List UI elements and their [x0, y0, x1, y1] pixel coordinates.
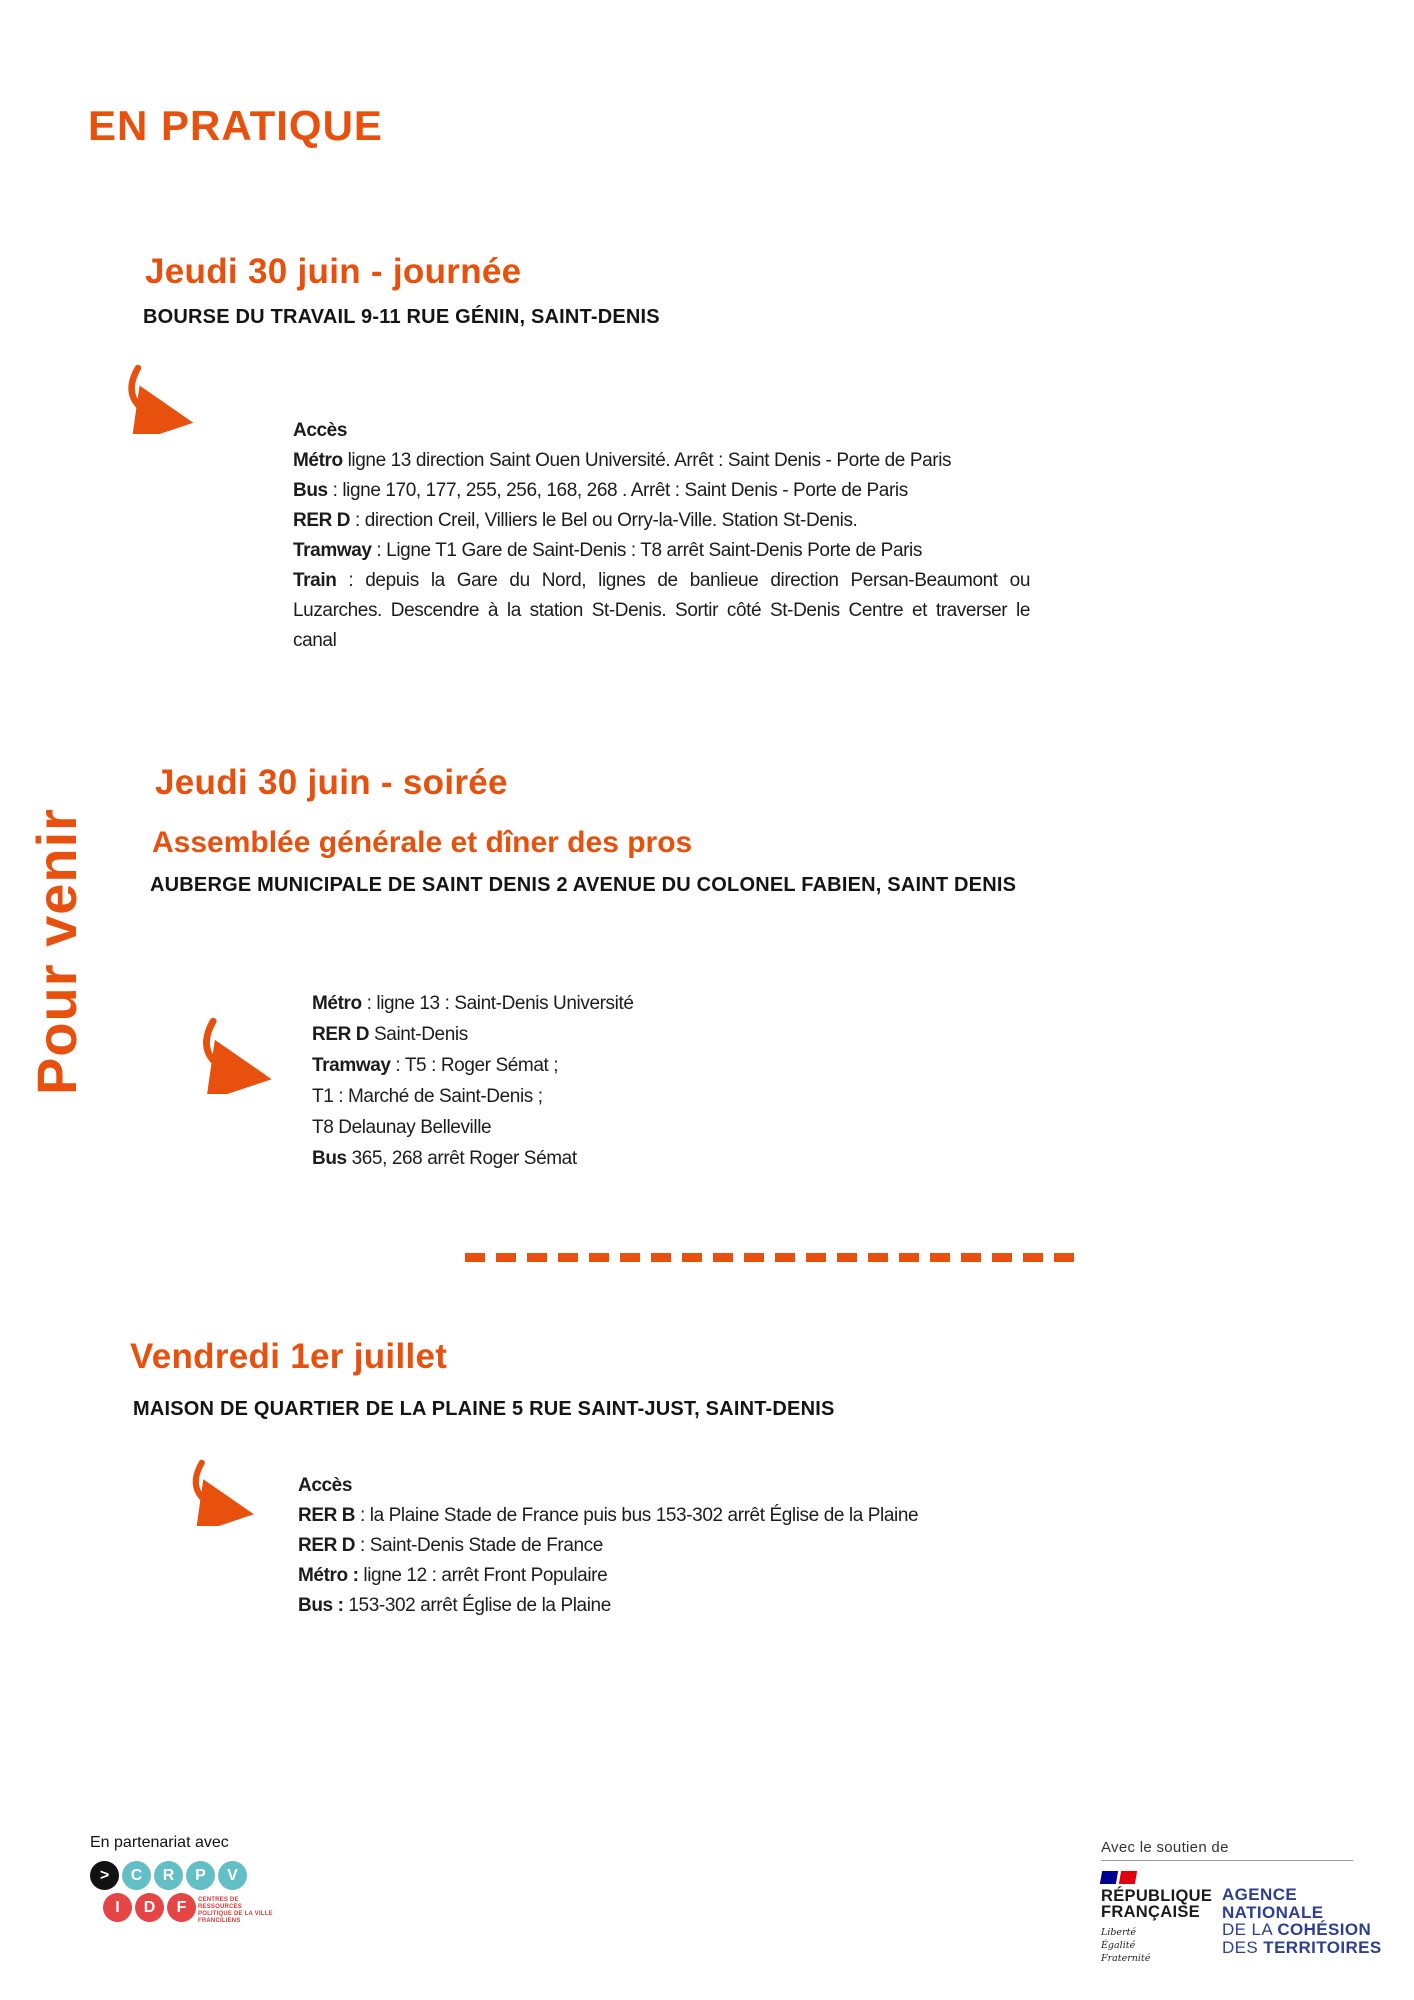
- anct-line: [1222, 1886, 1382, 1904]
- republique-line2: FRANÇAISE: [1101, 1903, 1200, 1921]
- crpv-letter-circle: [122, 1861, 151, 1890]
- transit-text: : ligne 170, 177, 255, 256, 168, 268 . Arrêt : Saint Denis - Porte de Paris: [327, 480, 908, 501]
- transit-text: : Saint-Denis Stade de France: [355, 1535, 603, 1556]
- curved-arrow-icon: [192, 1012, 282, 1094]
- transit-text: : ligne 13 : Saint-Denis Université: [361, 993, 634, 1014]
- transit-text: T8 Delaunay Belleville: [312, 1117, 492, 1138]
- transit-text: 153-302 arrêt Église de la Plaine: [343, 1595, 611, 1616]
- transit-text: Saint-Denis: [369, 1024, 468, 1045]
- transit-text: 365, 268 arrêt Roger Sémat: [346, 1148, 577, 1169]
- anct-bold: COHÉSION: [1277, 1920, 1372, 1939]
- crpv-letter-circle: [154, 1861, 183, 1890]
- republique-motto: [1101, 1926, 1212, 1965]
- anct-light: DE LA: [1222, 1920, 1278, 1939]
- transit-line: [293, 446, 1030, 476]
- dashed-divider: [465, 1253, 1085, 1262]
- transit-text: : direction Creil, Villiers le Bel ou Orry-la-Ville. Station St-Denis.: [350, 510, 858, 531]
- transit-line: [298, 1591, 1023, 1621]
- transit-text: T1 : Marché de Saint-Denis ;: [312, 1086, 543, 1107]
- anct-line: [1222, 1939, 1382, 1957]
- transit-label: RER B: [298, 1505, 356, 1526]
- crpv-letter: F: [176, 1898, 187, 1916]
- transit-label: Tramway: [312, 1055, 391, 1076]
- crpv-letter-circle: [167, 1893, 196, 1922]
- transit-text: : T5 : Roger Sémat ;: [390, 1055, 559, 1076]
- transit-line: [298, 1501, 1023, 1531]
- transit-label: RER D: [312, 1024, 370, 1045]
- section2-subheading: Assemblée générale et dîner des pros: [152, 826, 693, 859]
- republique-francaise-logo: [1101, 1871, 1212, 1965]
- section3-heading: Vendredi 1er juillet: [130, 1337, 448, 1376]
- access-title: Accès: [298, 1475, 352, 1496]
- transit-label: Métro :: [298, 1565, 359, 1586]
- anct-line: [1222, 1921, 1382, 1939]
- transit-text: : Ligne T1 Gare de Saint-Denis : T8 arrêt Saint-Denis Porte de Paris: [371, 540, 922, 561]
- transit-label: RER D: [298, 1535, 356, 1556]
- anct-bold: TERRITOIRES: [1263, 1937, 1382, 1957]
- motto-line: Égalité: [1101, 1940, 1136, 1951]
- anct-logo: [1222, 1886, 1382, 1956]
- transit-text: : la Plaine Stade de France puis bus 153-302 arrêt Église de la Plaine: [355, 1505, 919, 1526]
- transit-line: [293, 506, 1030, 536]
- transit-line: [312, 1019, 872, 1050]
- anct-bold: NATIONALE: [1222, 1902, 1324, 1922]
- crpv-letter: C: [130, 1866, 143, 1884]
- anct-light: DES: [1222, 1937, 1264, 1957]
- section1-venue: BOURSE DU TRAVAIL 9-11 RUE GÉNIN, SAINT-DENIS: [143, 306, 660, 328]
- flag-blue-block: [1100, 1871, 1118, 1884]
- crpv-letter-circle: [103, 1893, 132, 1922]
- side-label-pour-venir: Pour venir: [25, 808, 88, 1095]
- transit-line: [312, 1050, 872, 1081]
- transit-label: Métro: [312, 993, 362, 1014]
- crpv-letter: >: [99, 1866, 110, 1884]
- section3-access-block: [298, 1471, 1023, 1621]
- crpv-arrow-circle: [90, 1861, 119, 1890]
- section3-venue: MAISON DE QUARTIER DE LA PLAINE 5 RUE SAINT-JUST, SAINT-DENIS: [133, 1398, 835, 1420]
- section2-access-block: [312, 988, 872, 1174]
- crpv-letter-circle: [218, 1861, 247, 1890]
- transit-line: [293, 536, 1030, 566]
- transit-line: [312, 1112, 872, 1143]
- crpv-letter: P: [195, 1866, 206, 1884]
- section2-heading: Jeudi 30 juin - soirée: [155, 763, 508, 802]
- partner-label: En partenariat avec: [90, 1834, 229, 1851]
- flag-red-block: [1119, 1871, 1137, 1884]
- crpv-letter: D: [143, 1898, 156, 1916]
- transit-label: Tramway: [293, 540, 372, 561]
- crpv-idf-logo: [90, 1861, 350, 1922]
- transit-line: [298, 1561, 1023, 1591]
- crpv-letter-circle: [135, 1893, 164, 1922]
- motto-line: Fraternité: [1101, 1953, 1151, 1964]
- page-title: EN PRATIQUE: [88, 102, 383, 149]
- motto-line: Liberté: [1101, 1927, 1137, 1938]
- access-title: Accès: [293, 420, 347, 441]
- crpv-letter: I: [115, 1898, 120, 1916]
- transit-label: RER D: [293, 510, 351, 531]
- section1-access-block: [293, 416, 1030, 656]
- anct-bold: AGENCE: [1222, 1885, 1298, 1904]
- transit-label: Bus :: [298, 1595, 344, 1616]
- republique-name: [1101, 1888, 1212, 1920]
- transit-text: : depuis la Gare du Nord, lignes de banlieue direction Persan-Beaumont ou Luzarches. Descendre à la station St-Denis. Sortir côté St-Denis Centre et traverser le canal: [293, 570, 1030, 651]
- transit-text: ligne 12 : arrêt Front Populaire: [358, 1565, 608, 1586]
- crpv-letter-circle: [186, 1861, 215, 1890]
- crpv-caption: CENTRES DE RESSOURCES POLITIQUE DE LA VILLE FRANCILIENS: [198, 1897, 273, 1924]
- transit-line: [293, 566, 1030, 656]
- transit-label: Bus: [293, 480, 328, 501]
- transit-text: ligne 13 direction Saint Ouen Université. Arrêt : Saint Denis - Porte de Paris: [342, 450, 952, 471]
- section1-heading: Jeudi 30 juin - journée: [145, 252, 522, 291]
- support-label: Avec le soutien de: [1101, 1839, 1229, 1856]
- crpv-letter: V: [227, 1866, 238, 1884]
- curved-arrow-icon: [118, 362, 203, 434]
- section2-venue: AUBERGE MUNICIPALE DE SAINT DENIS 2 AVENUE DU COLONEL FABIEN, SAINT DENIS: [150, 874, 1017, 896]
- transit-line: [312, 988, 872, 1019]
- french-flag-icon: [1101, 1871, 1212, 1884]
- transit-line: [298, 1531, 1023, 1561]
- transit-label: Bus: [312, 1148, 347, 1169]
- republique-line1: RÉPUBLIQUE: [1101, 1887, 1213, 1905]
- crpv-row1: [90, 1861, 350, 1890]
- transit-line: [312, 1143, 872, 1174]
- transit-line: [312, 1081, 872, 1112]
- support-divider: [1101, 1860, 1353, 1861]
- anct-line: [1222, 1904, 1382, 1922]
- transit-line: [293, 476, 1030, 506]
- transit-label: Métro: [293, 450, 343, 471]
- transit-label: Train: [293, 570, 337, 591]
- curved-arrow-icon: [183, 1456, 263, 1526]
- crpv-letter: R: [162, 1866, 175, 1884]
